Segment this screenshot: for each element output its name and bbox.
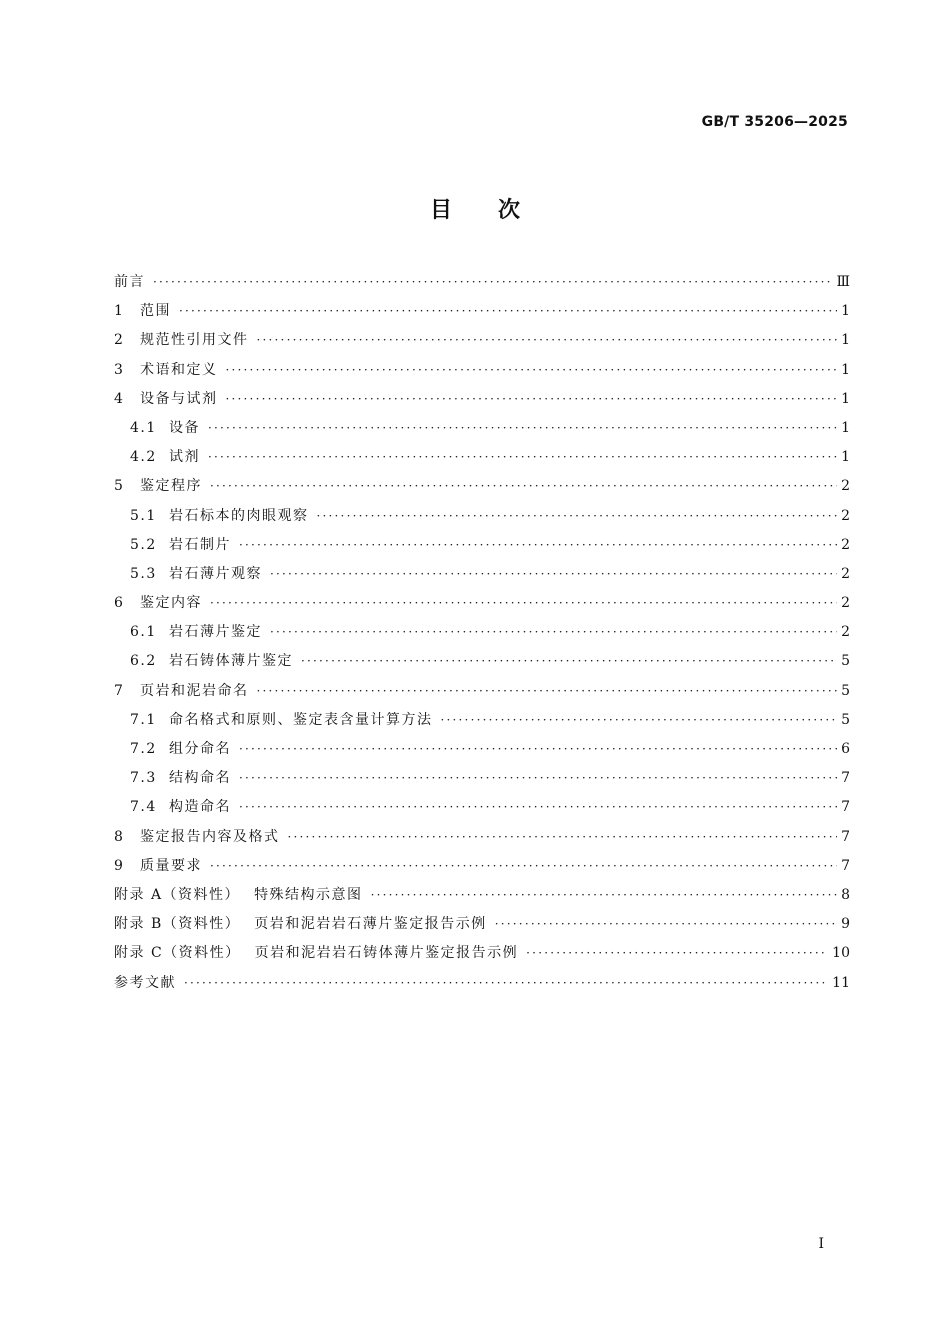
toc-entry-page: 2 [841, 624, 850, 641]
toc-entry-number: 5 [114, 478, 125, 495]
toc-entry-page: 5 [841, 682, 850, 699]
toc-entry-label: 命名格式和原则、鉴定表含量计算方法 [169, 711, 433, 728]
dot-leader [239, 739, 837, 759]
dot-leader [239, 797, 837, 817]
toc-entry[interactable] [114, 301, 850, 330]
dot-leader [270, 564, 837, 584]
toc-entry[interactable] [114, 651, 850, 680]
toc-entry-page: 1 [841, 303, 850, 320]
toc-entry-page: 5 [841, 653, 850, 670]
toc-entry[interactable] [114, 681, 850, 710]
toc-entry-label: 岩石薄片观察 [169, 565, 262, 582]
dot-leader [208, 447, 837, 467]
toc-entry-page: 8 [841, 886, 850, 903]
toc-entry-label: 鉴定程序 [140, 478, 202, 495]
dot-leader [239, 768, 837, 788]
dot-leader [184, 973, 828, 993]
dot-leader [208, 418, 837, 438]
toc-entry-number: 附录 A（资料性） [114, 886, 241, 903]
toc-entry-label: 页岩和泥岩岩石铸体薄片鉴定报告示例 [254, 945, 519, 962]
toc-entry-label: 设备 [169, 419, 200, 436]
dot-leader [257, 330, 838, 350]
toc-entry-page: 1 [841, 390, 850, 407]
toc-entry-number: 7.3 [130, 770, 157, 787]
toc-entry-number: 1 [114, 303, 125, 320]
toc-entry-page: 11 [832, 974, 850, 991]
dot-leader [317, 506, 838, 526]
toc-entry-number: 5.2 [130, 536, 157, 553]
toc-entry[interactable] [114, 739, 850, 768]
toc-entry[interactable] [114, 768, 850, 797]
toc-entry-label: 设备与试剂 [140, 390, 218, 407]
dot-leader [210, 593, 837, 613]
dot-leader [239, 535, 837, 555]
toc-entry-label: 鉴定报告内容及格式 [140, 828, 280, 845]
toc-entry[interactable] [114, 418, 850, 447]
toc-entry[interactable] [114, 272, 850, 301]
dot-leader [226, 360, 838, 380]
toc-entry-page: 5 [841, 711, 850, 728]
toc-entry-number: 3 [114, 361, 125, 378]
dot-leader [257, 681, 838, 701]
toc-entry-number: 5.1 [130, 507, 157, 524]
table-of-contents [114, 272, 850, 1002]
toc-entry-number: 6 [114, 595, 125, 612]
toc-entry[interactable] [114, 593, 850, 622]
toc-entry-number: 8 [114, 828, 125, 845]
toc-entry[interactable] [114, 564, 850, 593]
toc-entry[interactable] [114, 389, 850, 418]
toc-entry[interactable] [114, 885, 850, 914]
dot-leader [226, 389, 838, 409]
toc-entry[interactable] [114, 827, 850, 856]
toc-entry-number: 7.4 [130, 799, 157, 816]
toc-entry-page: 2 [841, 565, 850, 582]
toc-entry-number: 7.2 [130, 741, 157, 757]
toc-entry-label: 参考文献 [114, 974, 176, 991]
toc-entry-label: 前言 [114, 274, 145, 290]
toc-entry-number: 4.2 [130, 449, 157, 466]
toc-entry[interactable] [114, 447, 850, 476]
toc-entry-number: 附录 B（资料性） [114, 916, 241, 933]
toc-entry[interactable] [114, 943, 850, 972]
toc-entry-number: 9 [114, 857, 125, 874]
dot-leader [179, 301, 837, 321]
toc-entry-page: 2 [841, 507, 850, 524]
toc-entry-label: 鉴定内容 [140, 595, 202, 612]
toc-entry[interactable] [114, 797, 850, 826]
toc-entry-page: 2 [841, 536, 850, 553]
toc-entry-number: 7 [114, 682, 125, 699]
toc-entry-label: 规范性引用文件 [140, 332, 249, 349]
toc-entry-label: 岩石标本的肉眼观察 [169, 507, 309, 524]
toc-entry[interactable] [114, 973, 850, 1002]
toc-entry[interactable] [114, 506, 850, 535]
dot-leader [210, 476, 837, 496]
toc-entry-page: Ⅲ [836, 274, 850, 290]
toc-entry-label: 范围 [140, 303, 171, 320]
toc-entry-label: 术语和定义 [140, 361, 218, 378]
toc-entry-number: 附录 C（资料性） [114, 945, 241, 962]
page-number: Ⅰ [818, 1236, 824, 1252]
toc-entry-label: 结构命名 [169, 770, 231, 787]
toc-entry-number: 5.3 [130, 565, 157, 582]
toc-entry-label: 岩石薄片鉴定 [169, 624, 262, 641]
toc-entry[interactable] [114, 710, 850, 739]
toc-entry-number: 7.1 [130, 711, 157, 728]
toc-entry[interactable] [114, 622, 850, 651]
toc-entry-page: 7 [841, 857, 850, 874]
dot-leader [288, 827, 838, 847]
toc-entry-page: 7 [841, 799, 850, 816]
standard-number: GB/T 35206—2025 [701, 114, 848, 130]
dot-leader [526, 943, 828, 963]
toc-entry-page: 9 [841, 916, 850, 933]
dot-leader [495, 914, 837, 934]
toc-entry[interactable] [114, 856, 850, 885]
toc-entry-number: 2 [114, 332, 125, 349]
dot-leader [153, 272, 832, 292]
toc-entry[interactable] [114, 476, 850, 505]
toc-entry-page: 1 [841, 332, 850, 349]
dot-leader [301, 651, 837, 671]
toc-entry-number: 6.1 [130, 624, 157, 641]
toc-entry-page: 2 [841, 478, 850, 495]
toc-entry-label: 页岩和泥岩岩石薄片鉴定报告示例 [254, 916, 487, 933]
toc-entry-label: 特殊结构示意图 [254, 886, 363, 903]
dot-leader [270, 622, 837, 642]
toc-entry-number: 6.2 [130, 653, 157, 670]
toc-entry-label: 构造命名 [169, 799, 231, 816]
toc-entry-number: 4 [114, 390, 125, 407]
toc-entry[interactable] [114, 360, 850, 389]
toc-entry-page: 10 [832, 945, 850, 962]
toc-entry-page: 7 [841, 828, 850, 845]
toc-entry-label: 页岩和泥岩命名 [140, 682, 249, 699]
toc-entry-label: 试剂 [169, 449, 200, 466]
toc-entry-number: 4.1 [130, 419, 157, 436]
toc-entry-page: 6 [841, 741, 850, 757]
toc-entry-label: 岩石铸体薄片鉴定 [169, 653, 293, 670]
toc-entry-page: 1 [841, 419, 850, 436]
dot-leader [441, 710, 838, 730]
toc-entry-page: 1 [841, 449, 850, 466]
toc-entry-page: 2 [841, 595, 850, 612]
toc-entry-label: 岩石制片 [169, 536, 231, 553]
page-title: 目次 [429, 198, 566, 223]
toc-entry-label: 质量要求 [140, 857, 202, 874]
toc-entry[interactable] [114, 330, 850, 359]
toc-entry[interactable] [114, 535, 850, 564]
dot-leader [210, 856, 837, 876]
toc-entry[interactable] [114, 914, 850, 943]
dot-leader [371, 885, 838, 905]
toc-entry-page: 1 [841, 361, 850, 378]
toc-entry-page: 7 [841, 770, 850, 787]
toc-entry-label: 组分命名 [169, 741, 231, 757]
